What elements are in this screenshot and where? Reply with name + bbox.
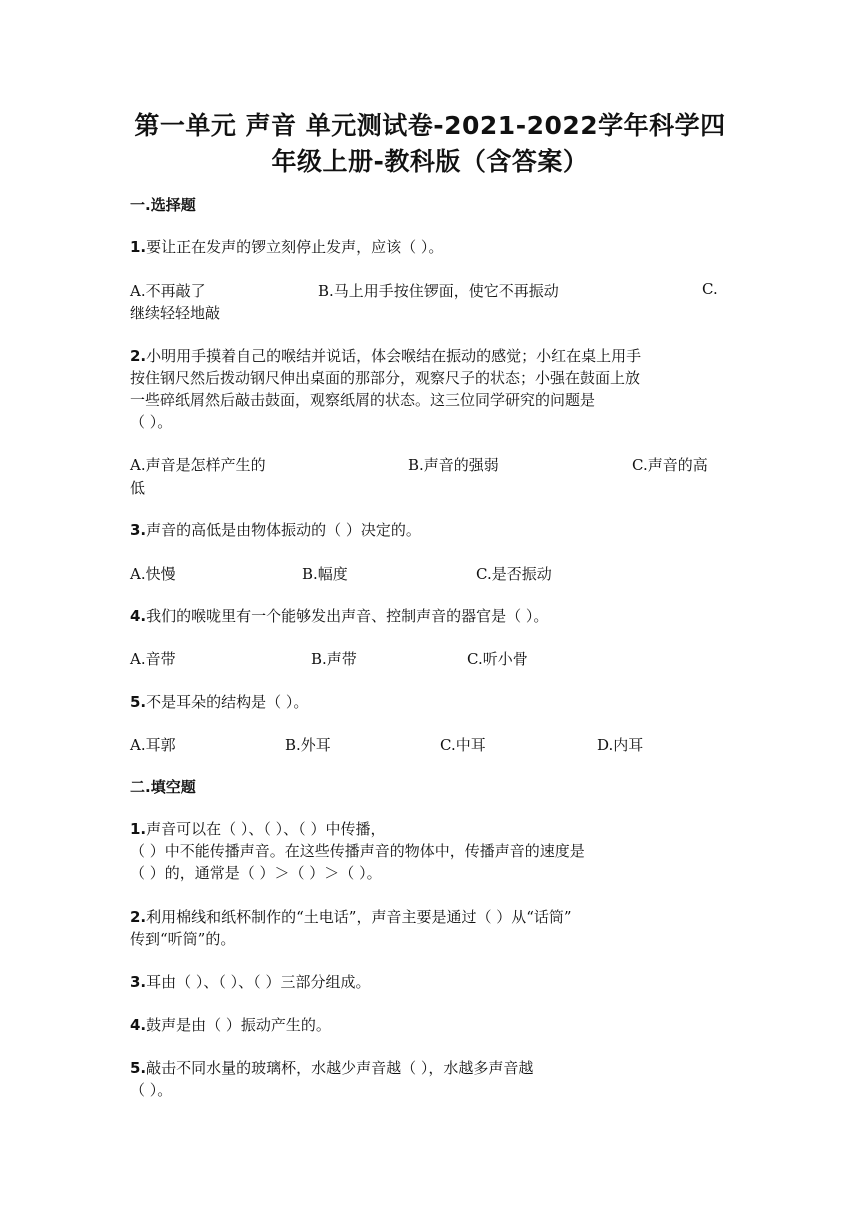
question-number: 5. [130, 1059, 147, 1077]
question-number: 3. [130, 973, 147, 991]
option-a: A.快慢 [130, 565, 176, 583]
page-title-line-2: 年级上册-教科版（含答案） [271, 147, 589, 176]
question-text-line-4: （ ）。 [130, 413, 173, 431]
question-number: 2. [130, 347, 147, 365]
fill-question-1 [130, 818, 385, 839]
question-number: 5. [130, 693, 147, 711]
question-number: 1. [130, 238, 147, 256]
option-a: A.音带 [130, 650, 176, 668]
question-text: 我们的喉咙里有一个能够发出声音、控制声音的器官是（ ）。 [146, 607, 549, 625]
option-c-continued: 继续轻轻地敲 [130, 304, 221, 322]
option-b: B.声音的强弱 [408, 456, 499, 474]
section-heading-choice: 一.选择题 [130, 196, 196, 214]
section-heading-fill-in: 二.填空题 [130, 778, 196, 796]
option-c-continued: 低 [130, 479, 146, 497]
option-c: C. [702, 280, 718, 298]
question-text-line-1: 声音可以在（ ）、（ ）、（ ）中传播， [146, 820, 386, 838]
option-a: A.声音是怎样产生的 [130, 456, 266, 474]
question-text: 鼓声是由（ ）振动产生的。 [146, 1016, 331, 1034]
choice-question-2 [130, 345, 641, 366]
question-text-line-2: 传到“听筒”的。 [130, 930, 236, 948]
option-b: B.外耳 [285, 736, 331, 754]
question-text: 声音的高低是由物体振动的（ ）决定的。 [146, 521, 421, 539]
question-number: 1. [130, 820, 147, 838]
option-d: D.内耳 [597, 736, 644, 754]
option-a: A.耳郭 [130, 736, 176, 754]
question-text-line-2: 按住钢尺然后拨动钢尺伸出桌面的那部分，观察尺子的状态；小强在鼓面上放 [130, 369, 641, 387]
question-text: 耳由（ ）、（ ）、（ ）三部分组成。 [146, 973, 371, 991]
option-c: C.是否振动 [476, 565, 552, 583]
question-text-line-2: （ ）。 [130, 1081, 173, 1099]
question-number: 3. [130, 521, 147, 539]
option-a: A.不再敲了 [130, 282, 206, 300]
option-c: C.听小骨 [467, 650, 528, 668]
choice-question-5 [130, 691, 308, 712]
question-number: 2. [130, 908, 147, 926]
fill-question-4 [130, 1014, 331, 1035]
fill-question-3 [130, 971, 370, 992]
option-b: B.声带 [311, 650, 357, 668]
question-number: 4. [130, 1016, 147, 1034]
option-c: C.中耳 [440, 736, 486, 754]
option-c: C.声音的高 [632, 456, 708, 474]
question-text-line-1: 敲击不同水量的玻璃杯，水越少声音越（ ），水越多声音越 [146, 1059, 534, 1077]
choice-question-3 [130, 519, 421, 540]
question-text: 不是耳朵的结构是（ ）。 [146, 693, 309, 711]
choice-question-1 [130, 236, 443, 257]
fill-question-5 [130, 1057, 533, 1078]
question-text: 要让正在发声的锣立刻停止发声，应该（ ）。 [146, 238, 444, 256]
fill-question-2 [130, 906, 572, 927]
page-title-line-1: 第一单元 声音 单元测试卷-2021-2022学年科学四 [134, 111, 726, 140]
option-b: B.马上用手按住锣面，使它不再振动 [318, 282, 559, 300]
option-b: B.幅度 [302, 565, 348, 583]
choice-question-4 [130, 605, 548, 626]
question-text-line-1: 小明用手摸着自己的喉结并说话，体会喉结在振动的感觉；小红在桌上用手 [146, 347, 642, 365]
question-text-line-3: （ ）的，通常是（ ）＞（ ）＞（ ）。 [130, 864, 382, 882]
question-number: 4. [130, 607, 147, 625]
question-text-line-1: 利用棉线和纸杯制作的“土电话”，声音主要是通过（ ）从“话筒” [146, 908, 572, 926]
question-text-line-2: （ ）中不能传播声音。在这些传播声音的物体中，传播声音的速度是 [130, 842, 585, 860]
question-text-line-3: 一些碎纸屑然后敲击鼓面，观察纸屑的状态。这三位同学研究的问题是 [130, 391, 596, 409]
